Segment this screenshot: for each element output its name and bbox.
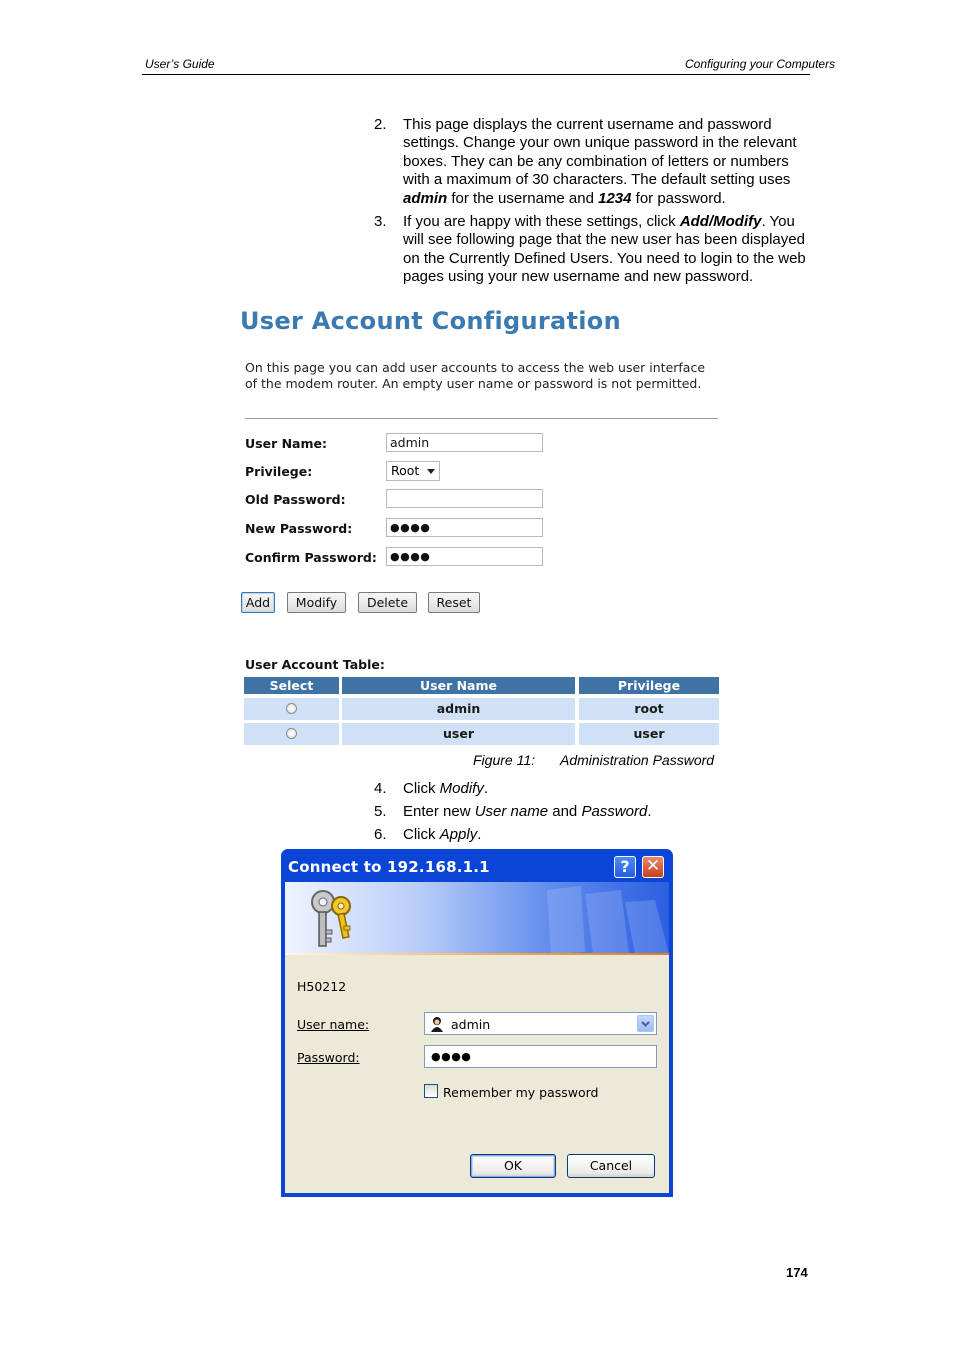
- table-cell-privilege: user: [579, 723, 719, 745]
- figure-number: Figure 11:: [473, 752, 535, 768]
- new-password-label: New Password:: [245, 521, 353, 536]
- table-cell-user: user: [342, 723, 575, 745]
- dialog-banner: [285, 882, 669, 954]
- cancel-button[interactable]: Cancel: [567, 1154, 655, 1178]
- table-header-user-name: User Name: [342, 677, 575, 694]
- step-text: If you are happy with these settings, click Add/Modify. You will see following page that the new user has been displayed on the Currently Defined Users. You need to login to the web pages using your new username and new password.: [403, 213, 806, 286]
- table-cell-select: [244, 723, 339, 745]
- keys-icon: [312, 891, 350, 946]
- password-input[interactable]: [424, 1045, 657, 1068]
- table-cell-select: [244, 698, 339, 720]
- confirm-password-input[interactable]: ●●●●: [386, 547, 543, 566]
- remember-label: Remember my password: [443, 1085, 599, 1100]
- new-password-input[interactable]: ●●●●: [386, 518, 543, 537]
- realm-text: H50212: [297, 979, 347, 994]
- reset-button[interactable]: Reset: [428, 592, 480, 613]
- step-number: 3.: [374, 213, 387, 230]
- username-value: admin: [451, 1017, 491, 1032]
- header-right: Configuring your Computers: [685, 57, 836, 71]
- table-header-privilege: Privilege: [579, 677, 719, 694]
- dropdown-button[interactable]: [637, 1015, 654, 1032]
- password-label: [297, 1050, 360, 1065]
- user-name-input[interactable]: admin: [386, 433, 543, 452]
- step-text: Click Apply.: [403, 826, 482, 843]
- username-label-accel: User name:: [297, 1017, 370, 1032]
- dialog-title: Connect to 192.168.1.1: [288, 858, 490, 876]
- chevron-down-icon: [638, 1016, 653, 1031]
- user-name-label: User Name:: [245, 436, 327, 451]
- help-button[interactable]: ?: [614, 856, 636, 878]
- ok-button[interactable]: OK: [470, 1154, 556, 1178]
- close-button[interactable]: ✕: [642, 856, 664, 878]
- step-number: 2.: [374, 116, 387, 133]
- step-number: 4.: [374, 780, 387, 797]
- privilege-select[interactable]: [386, 461, 440, 481]
- header-rule: [142, 74, 810, 75]
- row-select-radio[interactable]: [286, 728, 297, 739]
- figure-caption: Administration Password: [560, 752, 715, 768]
- step-number: 6.: [374, 826, 387, 843]
- step-number: 5.: [374, 803, 387, 820]
- password-label-accel: Password:: [297, 1050, 360, 1065]
- table-header-select: Select: [244, 677, 339, 694]
- modify-button[interactable]: Modify: [287, 592, 346, 613]
- privilege-label: Privilege:: [245, 464, 313, 479]
- remember-checkbox[interactable]: [424, 1084, 438, 1098]
- username-label: [297, 1017, 369, 1032]
- banner-graphic: [285, 882, 669, 954]
- header-left: User’s Guide: [145, 57, 215, 71]
- table-cell-privilege: root: [579, 698, 719, 720]
- username-combobox[interactable]: [424, 1012, 657, 1035]
- privilege-value: Root: [391, 463, 420, 478]
- page-number: 174: [786, 1265, 808, 1280]
- step-text: Enter new User name and Password.: [403, 803, 652, 820]
- banner-watermark: [547, 886, 669, 954]
- step-text: This page displays the current username and password settings. Change your own unique password in the relevant boxes. They can be any combination of letters or numbers with a maximum of 30 characters. The default setting uses admin for the username and 1234 for password.: [403, 116, 797, 207]
- confirm-password-label: Confirm Password:: [245, 550, 377, 565]
- uac-description: On this page you can add user accounts to access the web user interface of the modem router. An empty user name or password is not permitted.: [245, 360, 706, 391]
- row-select-radio[interactable]: [286, 703, 297, 714]
- add-button[interactable]: Add: [241, 592, 275, 613]
- password-value: ●●●●: [431, 1050, 472, 1063]
- table-cell-user: admin: [342, 698, 575, 720]
- old-password-input[interactable]: [386, 489, 543, 508]
- user-account-table-label: User Account Table:: [245, 657, 385, 672]
- dropdown-arrow-icon: [427, 469, 435, 474]
- old-password-label: Old Password:: [245, 492, 346, 507]
- uac-title: User Account Configuration: [240, 307, 621, 335]
- delete-button[interactable]: Delete: [358, 592, 417, 613]
- user-icon: [430, 1016, 444, 1032]
- uac-divider: [245, 418, 718, 419]
- step-text: Click Modify.: [403, 780, 489, 797]
